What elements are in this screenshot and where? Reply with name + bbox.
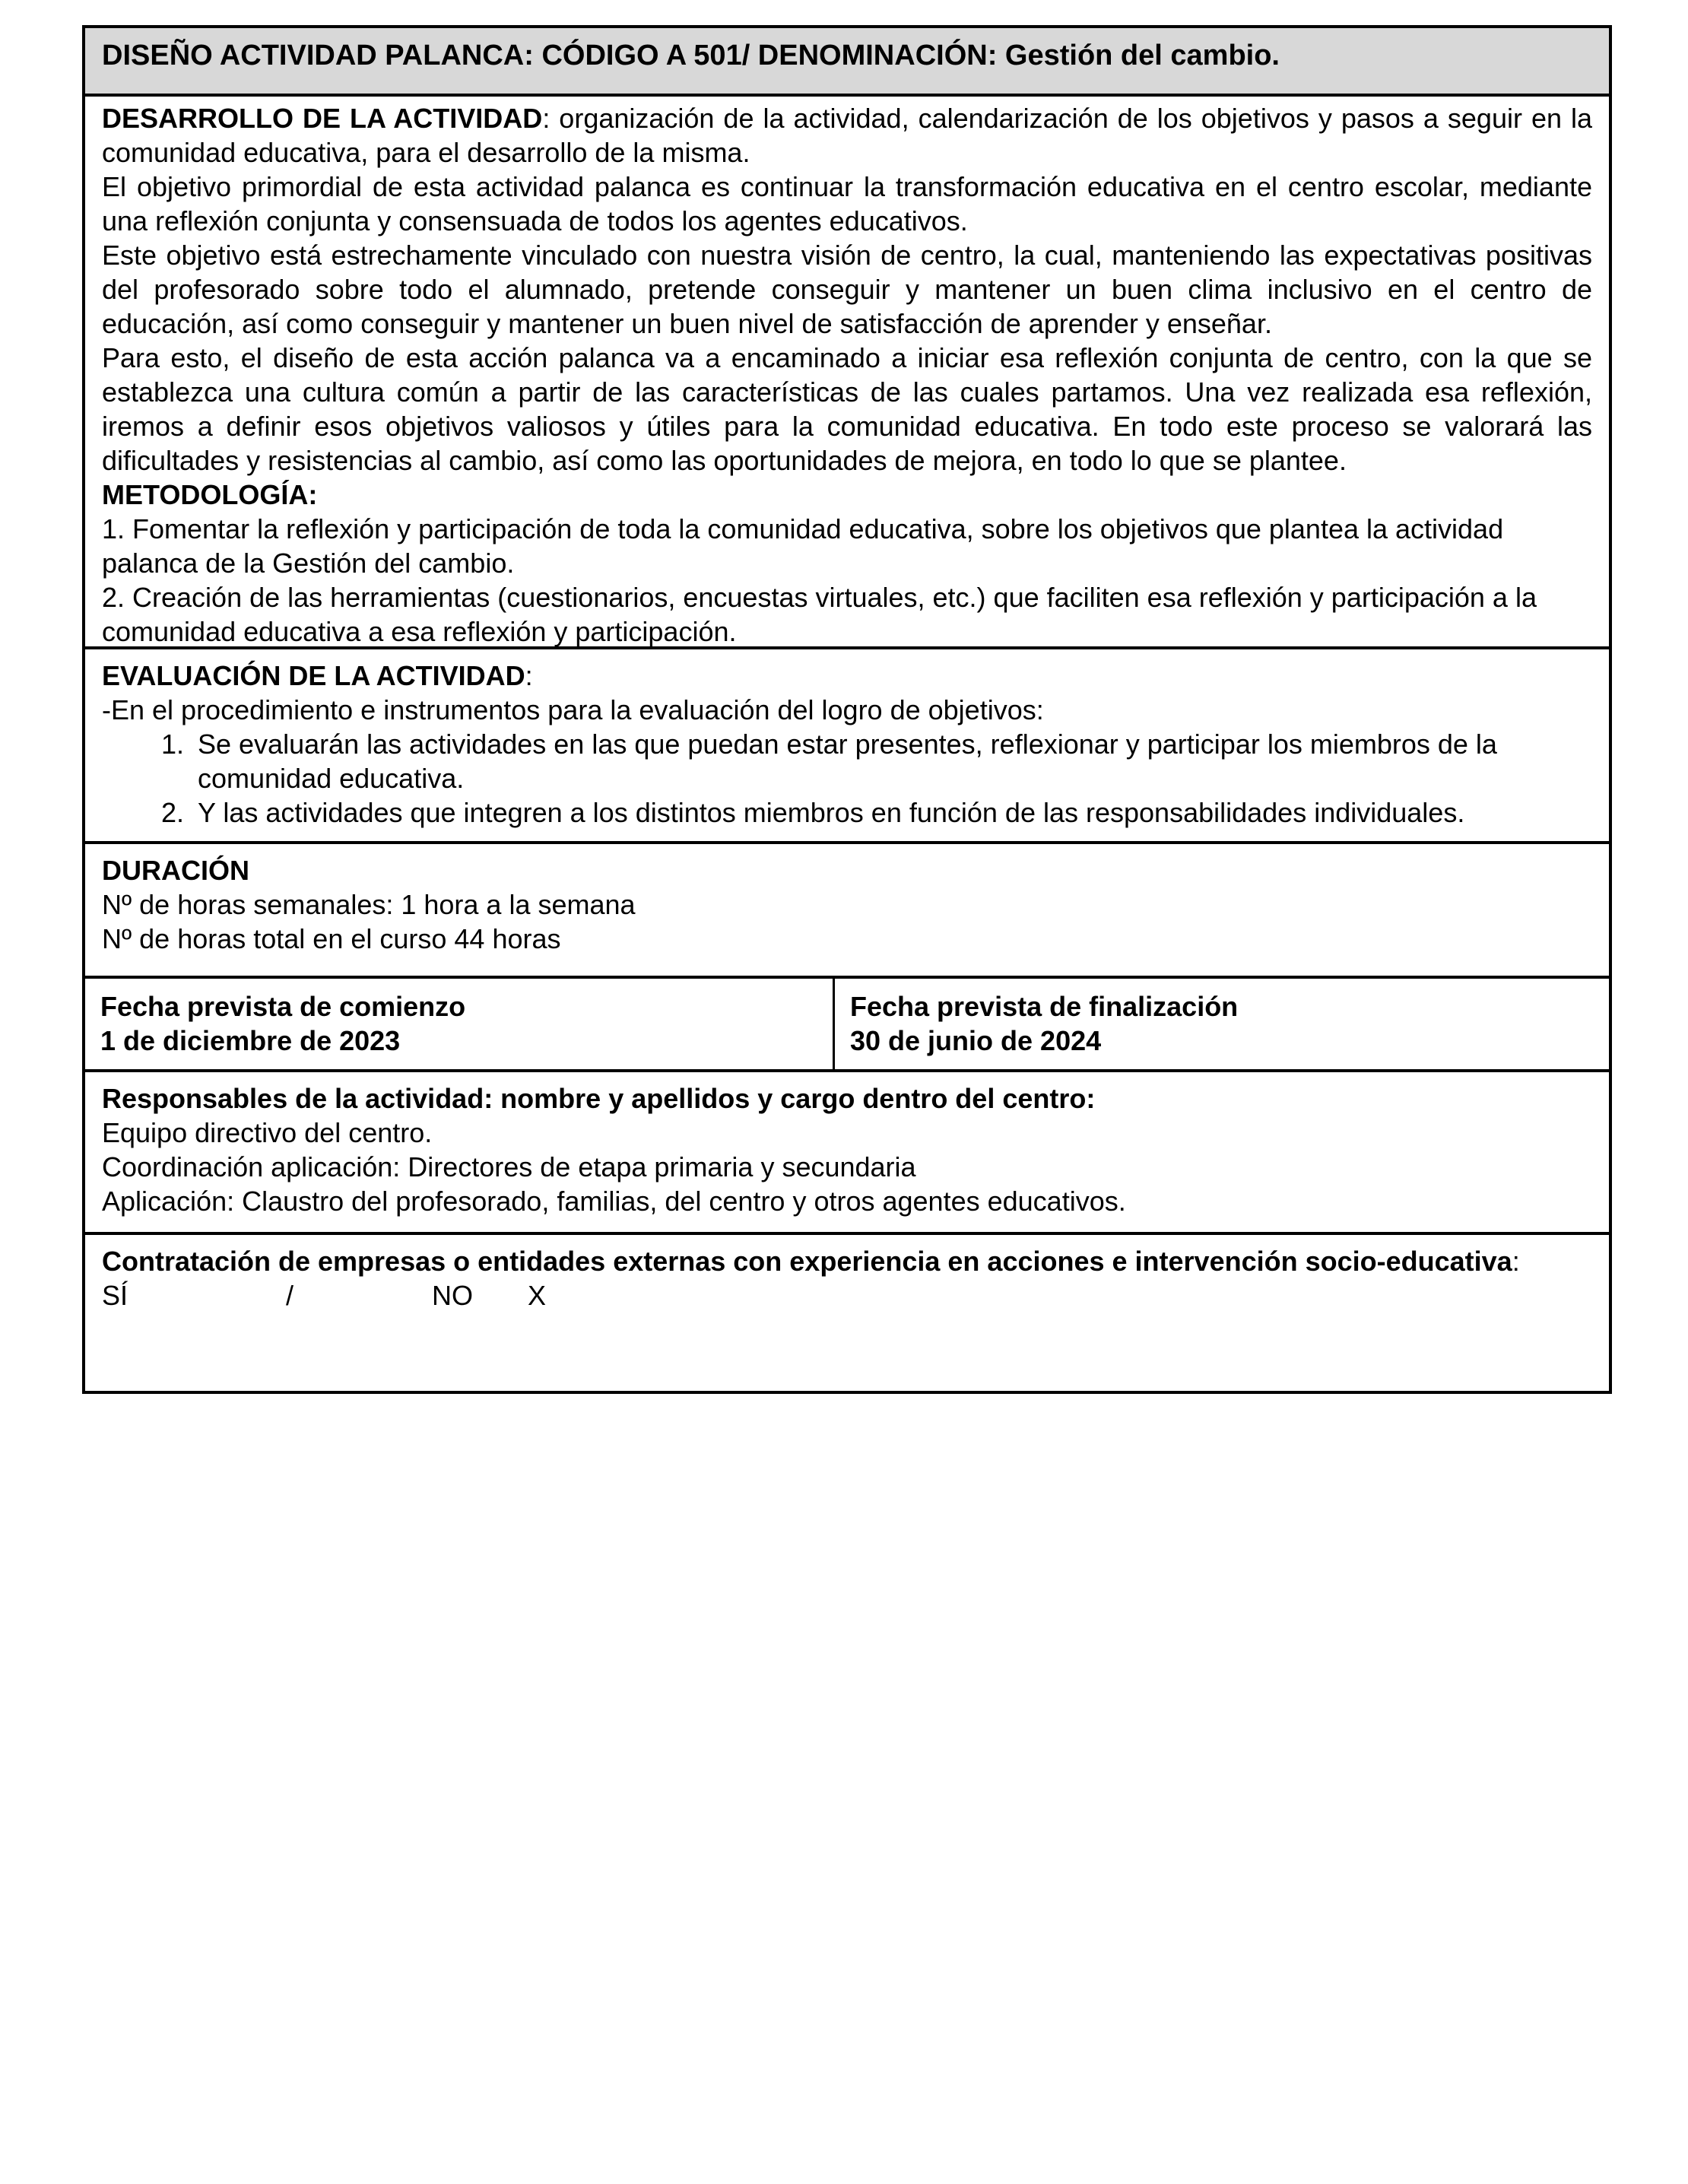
option-no-label: NO (432, 1280, 474, 1311)
evaluacion-heading: EVALUACIÓN DE LA ACTIVIDAD (102, 660, 525, 691)
fecha-finalizacion-label: Fecha prevista de finalización (850, 991, 1239, 1022)
metodologia-item-1: 1. Fomentar la reflexión y participación de toda la comunidad educativa, sobre los objetivos que plantea la actividad palanca de la Gestión del cambio. (102, 513, 1504, 579)
responsables-line-equipo: Equipo directivo del centro. (102, 1117, 433, 1148)
desarrollo-paragraph-3: Para esto, el diseño de esta acción palanca va a encaminado a iniciar esa reflexión conjunta de centro, con la que se establezca una cultura común a partir de las características de las cuales partamos. Una vez realizada esa reflexión, iremos a definir esos objetivos valiosos y útiles para la comunidad educativa. En todo este proceso se valorará las dificultades y resistencias al cambio, así como las oportunidades de mejora, en todo lo que se plantee. (102, 342, 1592, 476)
section-responsables (85, 1072, 1609, 1235)
evaluacion-list-item (161, 727, 1592, 795)
metodologia-heading: METODOLOGÍA: (102, 479, 318, 510)
contratacion-heading: Contratación de empresas o entidades externas con experiencia en acciones e intervención socio-educativa (102, 1246, 1512, 1277)
table-title-row (85, 28, 1609, 97)
desarrollo-heading: DESARROLLO DE LA ACTIVIDAD (102, 103, 543, 134)
section-evaluacion (85, 649, 1609, 844)
list-item-text: Y las actividades que integren a los distintos miembros en función de las responsabilidades individuales. (198, 797, 1465, 828)
list-item-number: 1. (161, 729, 185, 760)
desarrollo-intro-paragraph (102, 101, 1592, 170)
fecha-comienzo-cell (85, 979, 835, 1069)
section-duracion (85, 844, 1609, 979)
fecha-comienzo-value: 1 de diciembre de 2023 (100, 1025, 401, 1056)
contratacion-answer-line (102, 1278, 1592, 1313)
evaluacion-heading-line (102, 659, 1592, 693)
activity-design-table (82, 25, 1612, 1394)
list-item-number: 2. (161, 797, 185, 828)
option-no-selected-mark: X (528, 1280, 547, 1311)
option-separator: / (286, 1280, 294, 1311)
desarrollo-heading-suffix: : organización de la actividad, calendarización de los objetivos y pasos a seguir en la comunidad educativa, para el desarrollo de la misma. (102, 103, 1593, 168)
option-si-label: SÍ (102, 1280, 129, 1311)
fecha-finalizacion-value: 30 de junio de 2024 (850, 1025, 1102, 1056)
responsables-line-aplicacion: Aplicación: Claustro del profesorado, familias, del centro y otros agentes educativos. (102, 1186, 1126, 1217)
list-item-text: Se evaluarán las actividades en las que puedan estar presentes, reflexionar y participar los miembros de la comunidad educativa. (198, 729, 1497, 794)
fecha-finalizacion-cell (835, 979, 1609, 1069)
duracion-heading: DURACIÓN (102, 855, 249, 886)
responsables-line-coordinacion: Coordinación aplicación: Directores de etapa primaria y secundaria (102, 1151, 916, 1182)
contratacion-heading-suffix: : (1512, 1246, 1520, 1277)
evaluacion-list-item (161, 795, 1592, 830)
desarrollo-paragraph-2: Este objetivo está estrechamente vinculado con nuestra visión de centro, la cual, manteniendo las expectativas positivas del profesorado sobre todo el alumnado, pretende conseguir y mantener un buen clima inclusivo en el centro de educación, así como conseguir y mantener un buen nivel de satisfacción de aprender y enseñar. (102, 240, 1592, 339)
section-contratacion (85, 1235, 1609, 1391)
section-fechas (85, 979, 1609, 1072)
evaluacion-intro: -En el procedimiento e instrumentos para la evaluación del logro de objetivos: (102, 694, 1044, 725)
document-title: DISEÑO ACTIVIDAD PALANCA: CÓDIGO A 501/ DENOMINACIÓN: Gestión del cambio. (102, 40, 1280, 71)
desarrollo-paragraph-1: El objetivo primordial de esta actividad palanca es continuar la transformación educativa en el centro escolar, mediante una reflexión conjunta y consensuada de todos los agentes educativos. (102, 171, 1592, 236)
responsables-heading: Responsables de la actividad: nombre y apellidos y cargo dentro del centro: (102, 1083, 1096, 1114)
fecha-comienzo-label: Fecha prevista de comienzo (100, 991, 466, 1022)
metodologia-item-2: 2. Creación de las herramientas (cuestionarios, encuestas virtuales, etc.) que faciliten esa reflexión y participación a la comunidad educativa a esa reflexión y participación. (102, 582, 1537, 647)
duracion-horas-totales: Nº de horas total en el curso 44 horas (102, 923, 561, 954)
evaluacion-heading-suffix: : (525, 660, 533, 691)
contratacion-heading-line (102, 1244, 1592, 1278)
duracion-horas-semanales: Nº de horas semanales: 1 hora a la semana (102, 889, 636, 920)
section-desarrollo (85, 97, 1609, 649)
